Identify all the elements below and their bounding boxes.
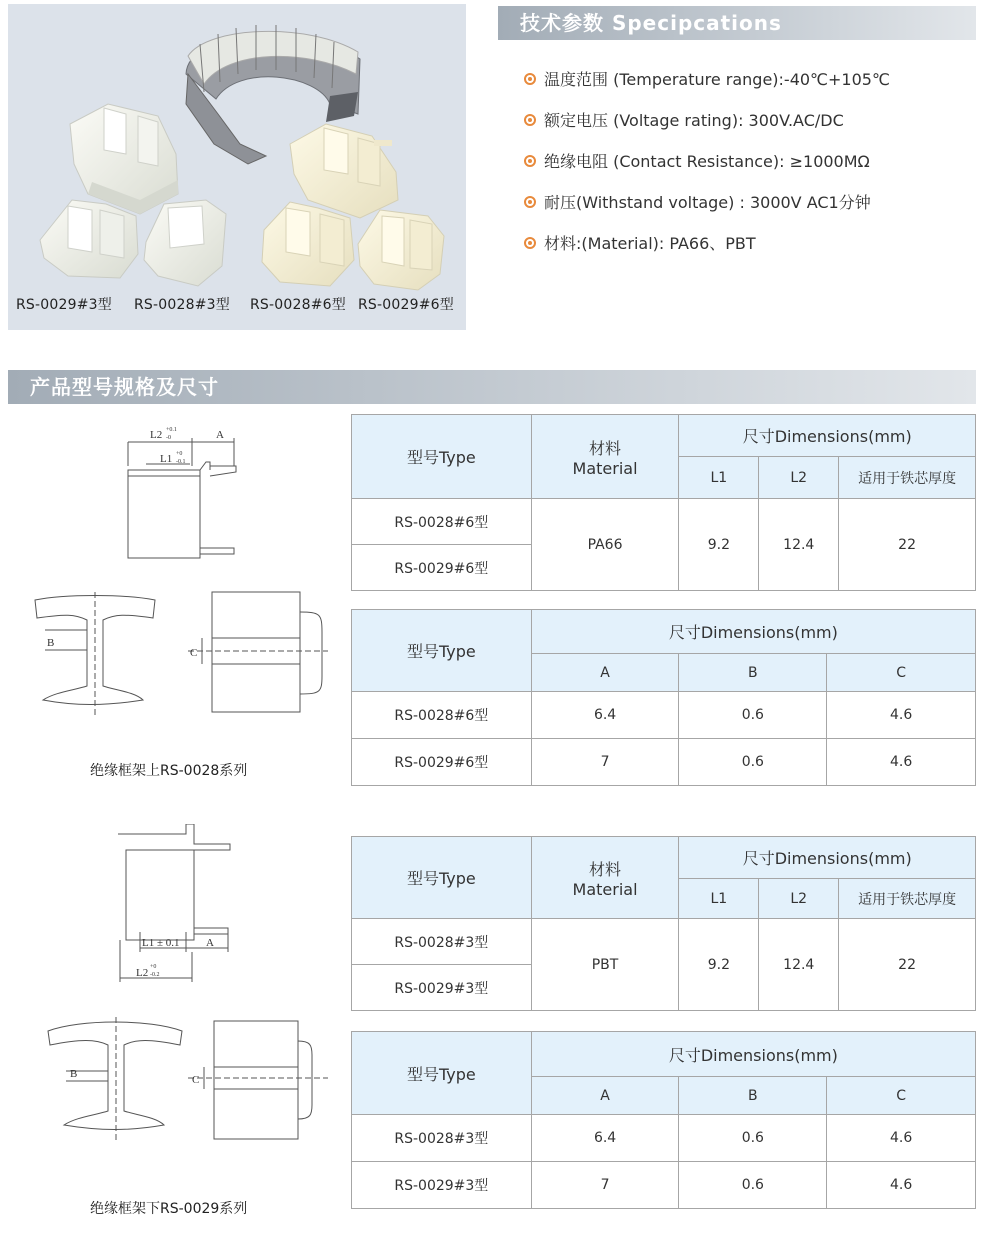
- bullet-icon: [524, 155, 536, 167]
- col-header-material: [531, 415, 679, 499]
- bobbin-part-2: [290, 124, 398, 218]
- material-en: Material: [572, 879, 638, 899]
- col-header-type: 型号Type: [352, 610, 532, 692]
- cell-b: 0.6: [679, 739, 827, 786]
- cell-type: RS-0029#6型: [352, 545, 532, 591]
- lower-drawing-caption: 绝缘框架下RS-0029系列: [90, 1201, 248, 1217]
- table-row: [352, 739, 976, 786]
- cell-type: RS-0028#3型: [352, 1115, 532, 1162]
- photo-captions: [8, 294, 466, 318]
- spec-item-material: [524, 222, 984, 263]
- table-row: [352, 1115, 976, 1162]
- upper-end-drawing: [188, 588, 328, 718]
- cell-type: RS-0028#3型: [352, 919, 532, 965]
- bullet-icon: [524, 114, 536, 126]
- cell-a: 6.4: [531, 692, 679, 739]
- bobbin-part-5: [262, 202, 354, 286]
- cell-l1: 9.2: [679, 919, 759, 1011]
- lower-side-drawing: [110, 824, 260, 984]
- col-header-b: B: [679, 1077, 827, 1115]
- table-3-dimensions-l: [351, 836, 976, 1011]
- cell-b: 0.6: [679, 1162, 827, 1209]
- cell-c: 4.6: [827, 692, 976, 739]
- dim-label-a: A: [206, 937, 214, 949]
- spec-item-text: 温度范围 (Temperature range):-40℃+105℃: [544, 70, 890, 89]
- photo-caption-rs0029-3: RS-0029#3型: [16, 297, 112, 313]
- lower-front-drawing: [40, 1015, 190, 1145]
- col-header-type: 型号Type: [352, 1032, 532, 1115]
- product-photo-illustration: [8, 4, 466, 330]
- col-header-dimensions: 尺寸Dimensions(mm): [679, 415, 976, 457]
- spec-item-withstand: [524, 181, 984, 222]
- table-6-dimensions-abc: [351, 609, 976, 786]
- cell-material: PBT: [531, 919, 679, 1011]
- dim-tol-l2-top: +0: [150, 964, 157, 970]
- table-6-dimensions-l: [351, 414, 976, 591]
- cell-c: 4.6: [827, 1115, 976, 1162]
- cell-b: 0.6: [679, 1115, 827, 1162]
- col-header-type: 型号Type: [352, 837, 532, 919]
- dim-label-l2: L2: [150, 429, 163, 441]
- material-en: Material: [572, 458, 638, 478]
- col-header-material: [531, 837, 679, 919]
- bobbin-part-6: [358, 210, 444, 290]
- bobbin-part-1: [70, 104, 178, 214]
- cell-a: 7: [531, 739, 679, 786]
- spec-item-temperature: [524, 58, 984, 99]
- cell-type: RS-0029#6型: [352, 739, 532, 786]
- table-row: [352, 692, 976, 739]
- dim-label-c: C: [192, 1074, 200, 1086]
- col-header-type: 型号Type: [352, 415, 532, 499]
- bullet-icon: [524, 237, 536, 249]
- col-header-c: C: [827, 1077, 976, 1115]
- spec-item-text: 额定电压 (Voltage rating): 300V.AC/DC: [544, 111, 844, 130]
- specs-header: 技术参数 Specipcations: [498, 6, 976, 40]
- lower-end-drawing: [188, 1015, 328, 1145]
- cell-a: 7: [531, 1162, 679, 1209]
- photo-caption-rs0028-3: RS-0028#3型: [134, 297, 230, 313]
- products-header: 产品型号规格及尺寸: [8, 370, 976, 404]
- dim-label-b: B: [47, 637, 55, 649]
- dim-tol-l1-top: +0: [176, 451, 183, 457]
- cell-material: PA66: [531, 499, 679, 591]
- product-photo: [8, 4, 466, 330]
- bobbin-part-4: [144, 200, 226, 286]
- col-header-dimensions: 尺寸Dimensions(mm): [531, 1032, 975, 1077]
- col-header-a: A: [531, 1077, 679, 1115]
- col-header-l1: L1: [679, 879, 759, 919]
- photo-caption-rs0028-6: RS-0028#6型: [250, 297, 346, 313]
- dim-tol-l2-bot: -0: [166, 435, 171, 441]
- photo-caption-rs0029-6: RS-0029#6型: [358, 297, 454, 313]
- spec-item-resistance: [524, 140, 984, 181]
- cell-l1: 9.2: [679, 499, 759, 591]
- spec-item-text: 耐压(Withstand voltage) : 3000V AC1分钟: [544, 193, 871, 212]
- col-header-dimensions: 尺寸Dimensions(mm): [531, 610, 975, 654]
- table-3-dimensions-abc: [351, 1031, 976, 1209]
- table-row: [352, 499, 976, 545]
- cell-l2: 12.4: [759, 499, 839, 591]
- cell-l2: 12.4: [759, 919, 839, 1011]
- dim-label-l1: L1 ± 0.1: [142, 937, 180, 949]
- upper-side-drawing: [110, 420, 260, 570]
- col-header-c: C: [827, 654, 976, 692]
- dim-label-a: A: [216, 429, 224, 441]
- dim-tol-l2-bot: -0.2: [150, 972, 160, 978]
- col-header-core-thickness: 适用于铁芯厚度: [839, 879, 976, 919]
- dim-label-l2: L2: [136, 967, 149, 979]
- dim-label-c: C: [190, 647, 198, 659]
- col-header-b: B: [679, 654, 827, 692]
- cell-c: 4.6: [827, 1162, 976, 1209]
- dim-label-b: B: [70, 1068, 78, 1080]
- col-header-l1: L1: [679, 457, 759, 499]
- material-cn: 材料: [589, 859, 622, 879]
- cell-c: 4.6: [827, 739, 976, 786]
- spec-item-text: 绝缘电阻 (Contact Resistance): ≥1000MΩ: [544, 152, 870, 171]
- upper-drawing-caption: 绝缘框架上RS-0028系列: [90, 763, 248, 779]
- cell-type: RS-0029#3型: [352, 965, 532, 1011]
- bullet-icon: [524, 196, 536, 208]
- dim-label-l1: L1: [160, 453, 173, 465]
- cell-core-thickness: 22: [839, 919, 976, 1011]
- dim-tol-l1-bot: -0.1: [176, 459, 186, 465]
- cell-a: 6.4: [531, 1115, 679, 1162]
- table-row: [352, 919, 976, 965]
- bullet-icon: [524, 73, 536, 85]
- cell-core-thickness: 22: [839, 499, 976, 591]
- material-cn: 材料: [589, 438, 622, 458]
- col-header-a: A: [531, 654, 679, 692]
- col-header-dimensions: 尺寸Dimensions(mm): [679, 837, 976, 879]
- dim-tol-l2-top: +0.1: [166, 427, 177, 433]
- spec-list: [524, 58, 984, 263]
- bobbin-part-3: [40, 200, 138, 278]
- cell-type: RS-0029#3型: [352, 1162, 532, 1209]
- col-header-l2: L2: [759, 879, 839, 919]
- cell-b: 0.6: [679, 692, 827, 739]
- cell-type: RS-0028#6型: [352, 499, 532, 545]
- col-header-l2: L2: [759, 457, 839, 499]
- cell-type: RS-0028#6型: [352, 692, 532, 739]
- spec-item-voltage: [524, 99, 984, 140]
- col-header-core-thickness: 适用于铁芯厚度: [839, 457, 976, 499]
- upper-front-drawing: [25, 590, 165, 720]
- table-row: [352, 1162, 976, 1209]
- spec-item-text: 材料:(Material): PA66、PBT: [544, 234, 756, 253]
